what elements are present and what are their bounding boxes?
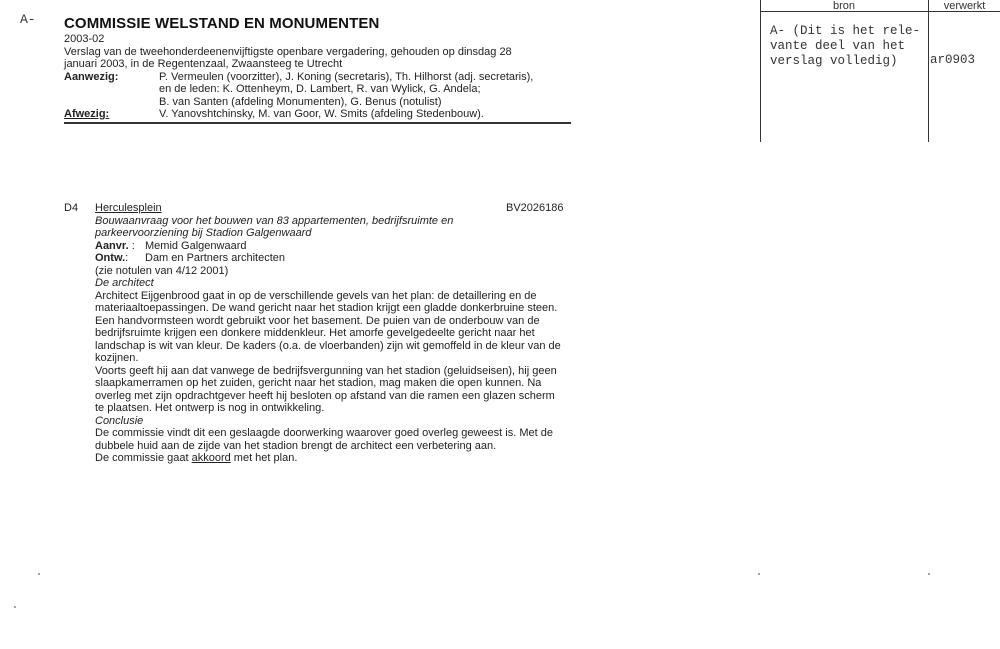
akkoord-text: akkoord — [191, 452, 231, 464]
architect-line: overleg met zijn opdrachtgever heeft hij besloten op afstand van die ramen een glazen scherm — [95, 389, 555, 402]
architect-line: Een handvormsteen wordt gebruikt voor het basement. De puien van de onderbouw van de — [95, 314, 540, 327]
scan-speck — [14, 606, 16, 608]
verwerkt-value: ar0903 — [930, 53, 976, 67]
applicant-row — [95, 240, 573, 253]
column-header-verwerkt: verwerkt — [943, 0, 986, 12]
present-line: P. Vermeulen (voorzitter), J. Koning (secretaris), Th. Hilhorst (adj. secretaris), — [159, 70, 534, 83]
final-prefix: De commissie gaat — [95, 452, 192, 464]
scan-speck — [928, 573, 930, 575]
designer-value: Dam en Partners architecten — [145, 252, 286, 264]
present-line: B. van Santen (afdeling Monumenten), G. Benus (notulist) — [159, 95, 442, 108]
applicant-value: Memid Galgenwaard — [145, 239, 247, 252]
side-table-column-divider — [928, 0, 929, 142]
side-table-left-border — [760, 0, 761, 142]
absent-list: V. Yanovshtchinsky, M. van Goor, W. Smits (afdeling Stedenbouw). — [159, 108, 484, 120]
conclusion-heading: Conclusie — [95, 414, 144, 427]
item-subject-line: parkeervoorziening bij Stadion Galgenwaard — [95, 227, 312, 239]
architect-line: Voorts geeft hij aan dat vanwege de bedrijfsvergunning van het stadion (geluidseisen), hij geen — [95, 364, 557, 377]
column-header-bron: bron — [832, 0, 856, 12]
absent-label: Afwezig: — [64, 108, 110, 120]
absent-row — [64, 108, 572, 121]
architect-line: kozijnen. — [95, 352, 139, 364]
bron-note-line: vante deel van het — [770, 39, 906, 53]
conclusion-line: De commissie vindt dit een geslaagde doorwerking waarover goed overleg geweest is. Met de — [95, 427, 553, 439]
present-line: en de leden: K. Ottenheym, D. Lambert, R. van Wylick, G. Andela; — [159, 83, 481, 95]
architect-heading: De architect — [95, 277, 154, 289]
see-notes: (zie notulen van 4/12 2001) — [95, 264, 229, 277]
agenda-item — [95, 202, 573, 465]
scan-speck — [758, 573, 760, 575]
scan-speck — [38, 573, 40, 575]
item-location: Herculesplein — [95, 202, 162, 214]
architect-line: landschap is wit van kleur. De kaders (o.a. de vloerbanden) zijn wit gemoffeld in de kleur van de — [95, 339, 561, 352]
designer-row — [95, 252, 573, 265]
final-suffix: met het plan. — [230, 452, 298, 464]
conclusion-line: dubbele huid aan de zijde van het stadion brengt de architect een verbetering aan. — [95, 439, 497, 452]
report-line-1: Verslag van de tweehonderdeenenvijftigste openbare vergadering, gehouden op dinsdag 28 — [64, 45, 512, 58]
final-decision — [95, 452, 573, 465]
bron-note — [770, 24, 926, 69]
item-reference: BV2026186 — [506, 202, 564, 214]
report-line-2: januari 2003, in de Regentenzaal, Zwaansteeg te Utrecht — [64, 58, 343, 70]
architect-line: Architect Eijgenbrood gaat in op de verschillende gevels van het plan: de detaillering en de — [95, 289, 537, 302]
present-list — [159, 71, 572, 109]
architect-line: materiaaltoepassingen. De wand gericht naar het stadion krijgt een gladde donkerbruine steen. — [95, 302, 558, 314]
item-subject-line: Bouwaanvraag voor het bouwen van 83 appartementen, bedrijfsruimte en — [95, 214, 454, 227]
item-code: D4 — [64, 202, 79, 214]
document-title: COMMISSIE WELSTAND EN MONUMENTEN — [64, 15, 380, 32]
designer-label: Ontw.: — [95, 252, 129, 264]
applicant-label: Aanvr. : — [95, 239, 135, 252]
architect-line: slaapkamerramen op het zuiden, gericht naar het stadion, mag maken die open kunnen. Na — [95, 377, 542, 389]
architect-line: te plaatsen. Het ontwerp is nog in ontwikkeling. — [95, 402, 325, 414]
architect-line: bedrijfsruimte krijgen een donkere middenkleur. Het amorfe gevelgedeelte gericht naar het — [95, 327, 535, 339]
document-header — [64, 15, 572, 121]
bron-note-line: verslag volledig) — [770, 54, 898, 68]
header-divider — [64, 122, 571, 124]
present-label: Aanwezig: — [64, 70, 119, 83]
meeting-number: 2003-02 — [64, 33, 105, 45]
present-row — [64, 71, 572, 109]
bron-note-line: A- (Dit is het rele- — [770, 24, 921, 38]
page-marker: A- — [20, 12, 36, 27]
